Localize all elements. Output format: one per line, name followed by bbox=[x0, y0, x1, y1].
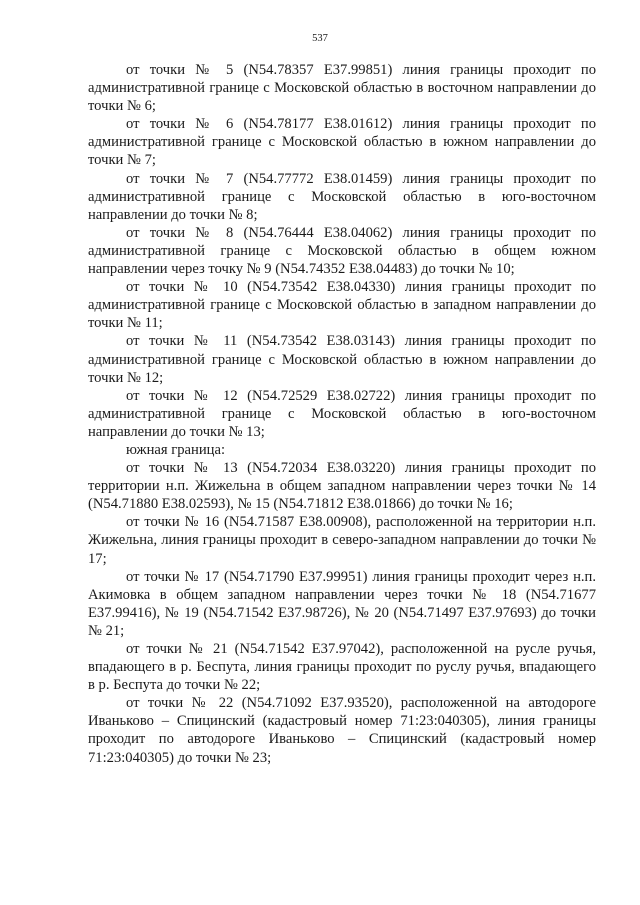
boundary-paragraph-point-17: от точки № 17 (N54.71790 E37.99951) линия границы проходит через н.п. Акимовка в общем западном направлении через точки № 18 (N54.71677 E37.99416), № 19 (N54.71542 E37.98726), № 20 (N54.71497 E37.97693) до точки № 21; bbox=[88, 568, 596, 639]
boundary-paragraph-point-11: от точки № 11 (N54.73542 E38.03143) линия границы проходит по административной границе с Московской областью в южном направлении до точки № 12; bbox=[88, 333, 596, 386]
boundary-paragraph-point-6: от точки № 6 (N54.78177 E38.01612) линия границы проходит по административной границе с Московской областью в южном направлении до точки № 7; bbox=[88, 116, 596, 169]
boundary-paragraph-point-10: от точки № 10 (N54.73542 E38.04330) линия границы проходит по административной границе с Московской областью в западном направлении до точки № 11; bbox=[88, 279, 596, 332]
boundary-paragraph-point-8: от точки № 8 (N54.76444 E38.04062) линия границы проходит по административной границе с Московской областью в общем южном направлении через точку № 9 (N54.74352 E38.04483) до точки № 10; bbox=[88, 224, 596, 278]
section-heading-southern-border: южная граница: bbox=[126, 441, 225, 458]
document-body bbox=[88, 61, 596, 767]
boundary-paragraph-point-12: от точки № 12 (N54.72529 E38.02722) линия границы проходит по административной границе с Московской областью в юго-восточном направлении до точки № 13; bbox=[88, 387, 596, 440]
boundary-paragraph-point-16: от точки № 16 (N54.71587 E38.00908), расположенной на территории н.п. Жижельна, линия границы проходит в северо-западном направлении до точки № 17; bbox=[88, 514, 596, 567]
boundary-paragraph-point-5: от точки № 5 (N54.78357 E37.99851) линия границы проходит по административной границе с Московской областью в восточном направлении до точки № 6; bbox=[88, 62, 596, 115]
boundary-paragraph-point-21: от точки № 21 (N54.71542 E37.97042), расположенной на русле ручья, впадающего в р. Беспута, линия границы проходит по руслу ручья, впадающего в р. Беспута до точки № 22; bbox=[88, 641, 596, 694]
boundary-paragraph-point-7: от точки № 7 (N54.77772 E38.01459) линия границы проходит по административной границе с Московской областью в юго-восточном направлении до точки № 8; bbox=[88, 170, 596, 223]
boundary-paragraph-point-22: от точки № 22 (N54.71092 E37.93520), расположенной на автодороге Иваньково – Спицинский (кадастровый номер 71:23:040305), линия границы проходит по автодороге Иваньково – Спицинский (кадастровый номер 71:23:040305) до точки № 23; bbox=[88, 695, 596, 766]
boundary-paragraph-point-13: от точки № 13 (N54.72034 E38.03220) линия границы проходит по территории н.п. Жижельна в общем западном направлении через точки № 14 (N54.71880 E38.02593), № 15 (N54.71812 E38.01866) до точки № 16; bbox=[88, 460, 596, 513]
page-number: 537 bbox=[312, 33, 328, 44]
